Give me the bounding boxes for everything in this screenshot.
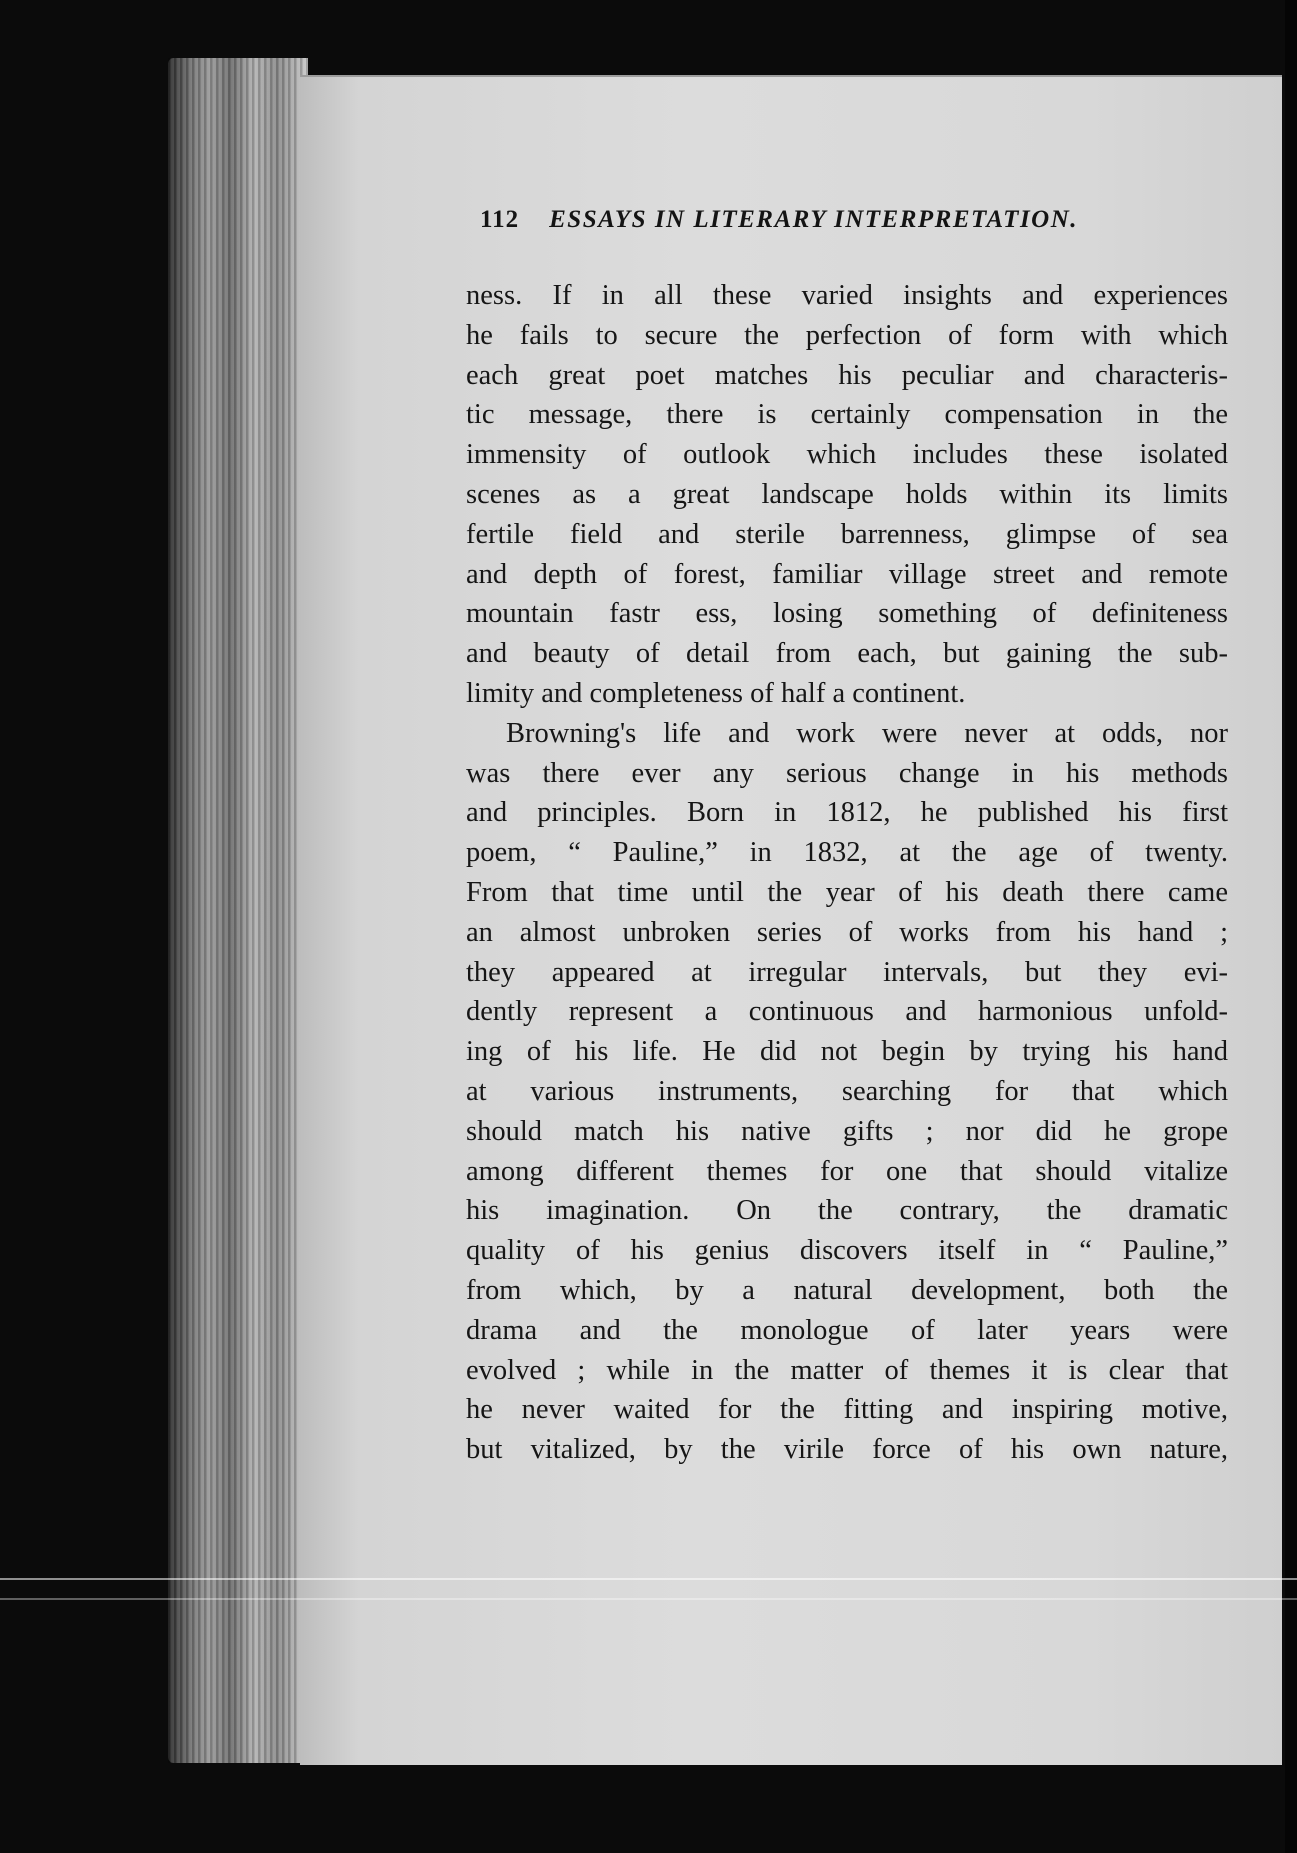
text-line: each great poet matches his peculiar and characteris- bbox=[466, 359, 1228, 391]
text-line: was there ever any serious change in his methods bbox=[466, 757, 1228, 789]
scan-artifact-line bbox=[0, 1578, 1297, 1580]
text-line: should match his native gifts ; nor did he grope bbox=[466, 1115, 1228, 1147]
text-line: immensity of outlook which includes these isolated bbox=[466, 439, 1228, 471]
text-line: and depth of forest, familiar village street and remote bbox=[466, 558, 1228, 590]
text-line: scenes as a great landscape holds within its limits bbox=[466, 478, 1228, 510]
page-header bbox=[480, 206, 1200, 242]
text-line: poem, “ Pauline,” in 1832, at the age of twenty. bbox=[466, 837, 1228, 869]
text-line: an almost unbroken series of works from his hand ; bbox=[466, 916, 1228, 948]
text-line: fertile field and sterile barrenness, glimpse of sea bbox=[466, 518, 1228, 550]
text-line: ing of his life. He did not begin by trying his hand bbox=[466, 1036, 1228, 1068]
text-line: dently represent a continuous and harmonious unfold- bbox=[466, 996, 1228, 1028]
text-line: they appeared at irregular intervals, but they evi- bbox=[466, 956, 1228, 988]
page-number: 112 bbox=[480, 206, 520, 233]
page-edges bbox=[168, 58, 308, 1763]
text-line: evolved ; while in the matter of themes it is clear that bbox=[466, 1354, 1228, 1386]
body-text bbox=[466, 276, 1228, 1470]
text-line: he never waited for the fitting and inspiring motive, bbox=[466, 1394, 1228, 1426]
text-line: and beauty of detail from each, but gaining the sub- bbox=[466, 638, 1228, 670]
running-title: ESSAYS IN LITERARY INTERPRETATION. bbox=[549, 206, 1079, 233]
text-line: quality of his genius discovers itself in “ Pauline,” bbox=[466, 1235, 1228, 1267]
text-line: and principles. Born in 1812, he published his first bbox=[466, 797, 1228, 829]
text-line: drama and the monologue of later years were bbox=[466, 1314, 1228, 1346]
scan-artifact-line bbox=[0, 1598, 1297, 1600]
text-line: among different themes for one that should vitalize bbox=[466, 1155, 1228, 1187]
text-line: Browning's life and work were never at odds, nor bbox=[506, 717, 1228, 749]
right-dark-edge bbox=[1285, 0, 1297, 1853]
text-line: but vitalized, by the virile force of his own nature, bbox=[466, 1434, 1228, 1466]
text-line: limity and completeness of half a continent. bbox=[466, 677, 966, 709]
text-line: tic message, there is certainly compensation in the bbox=[466, 399, 1228, 431]
text-line: he fails to secure the perfection of form with which bbox=[466, 319, 1228, 351]
text-line: at various instruments, searching for that which bbox=[466, 1075, 1228, 1107]
text-line: mountain fastr ess, losing something of definiteness bbox=[466, 598, 1228, 630]
text-line: his imagination. On the contrary, the dramatic bbox=[466, 1195, 1228, 1227]
text-line: from which, by a natural development, both the bbox=[466, 1274, 1228, 1306]
text-line: From that time until the year of his death there came bbox=[466, 876, 1228, 908]
text-line: ness. If in all these varied insights and experiences bbox=[466, 280, 1228, 311]
